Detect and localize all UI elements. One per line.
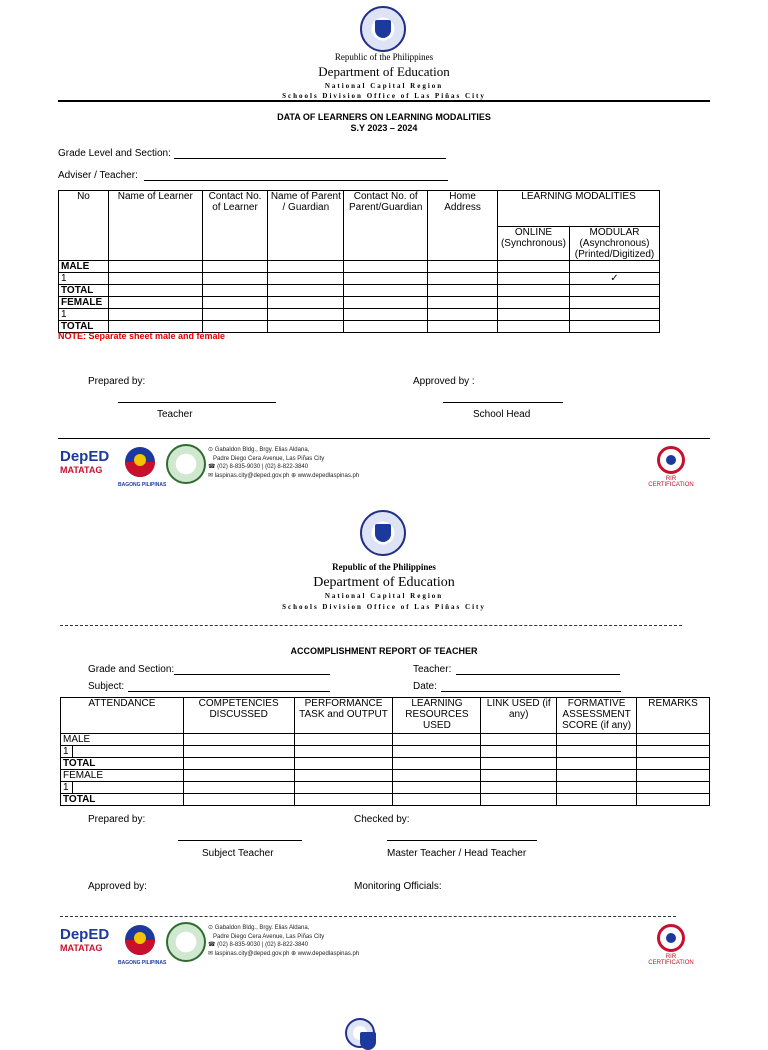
contact-block: ⊙ Gabaldon Bldg., Brgy. Elias Aldana, Padre Diego Cera Avenue, Las Piñas City ☎ (02) 8-835-9030 | (02) 8-822-3840 ✉ laspinas.city@deped.gov.ph ⊕ www.depedlaspinas.ph: [208, 447, 360, 479]
footer: [60, 442, 710, 492]
deped-seal-icon: [360, 510, 406, 556]
division-label: Schools Division Office of Las Piñas City: [282, 603, 486, 611]
footer-divider: [60, 916, 676, 917]
col-attendance: ATTENDANCE: [61, 698, 184, 734]
grade-section-field[interactable]: [174, 674, 330, 675]
school-head-label: School Head: [473, 409, 531, 420]
col-remarks: REMARKS: [637, 698, 710, 734]
teacher-signature-line[interactable]: [118, 402, 276, 403]
checked-by-label: Checked by:: [354, 814, 410, 825]
note-text: NOTE: Separate sheet male and female: [58, 331, 226, 341]
col-competencies: COMPETENCIES DISCUSSED: [183, 698, 294, 734]
col-modular: MODULAR (Asynchronous) (Printed/Digitized): [569, 227, 659, 261]
approved-by-label: Approved by:: [88, 881, 147, 892]
email-icon: ✉: [208, 472, 214, 479]
row-total: TOTAL: [61, 758, 184, 770]
rir-icon: [657, 446, 685, 474]
learners-table: [58, 190, 660, 333]
col-online: ONLINE (Synchronous): [498, 227, 570, 261]
department-label: Department of Education: [318, 64, 450, 79]
rir-icon: [657, 924, 685, 952]
rir-certification-logo: RIR CERTIFICATION: [646, 446, 696, 490]
bagong-pilipinas-icon: [120, 444, 160, 484]
republic-label: Republic of the Philippines: [334, 52, 434, 62]
region-label: National Capital Region: [324, 592, 444, 600]
row-one: 1: [61, 746, 184, 758]
col-contact-learner: Contact No. of Learner: [202, 191, 268, 261]
globe-icon: ⊕: [291, 950, 297, 957]
subject-teacher-label: Subject Teacher: [202, 848, 274, 859]
deped-matatag-logo: DepED MATATAG: [60, 926, 110, 953]
republic-label: Republic of the Philippines: [332, 562, 436, 572]
adviser-field[interactable]: [144, 180, 448, 181]
check-mark-icon: ✓: [569, 273, 659, 285]
col-formative: FORMATIVE ASSESSMENT SCORE (if any): [557, 698, 637, 734]
date-field[interactable]: [441, 691, 621, 692]
master-teacher-signature-line[interactable]: [387, 840, 537, 841]
phone-icon: ☎: [208, 464, 216, 470]
form1-title: DATA OF LEARNERS ON LEARNING MODALITIES: [277, 112, 491, 122]
location-icon: ⊙: [208, 447, 214, 453]
adviser-label: Adviser / Teacher:: [58, 170, 138, 181]
school-head-signature-line[interactable]: [443, 402, 563, 403]
subject-label: Subject:: [88, 681, 125, 692]
row-total: TOTAL: [59, 321, 109, 333]
row-one: 1: [61, 782, 184, 794]
col-parent: Name of Parent / Guardian: [268, 191, 344, 261]
master-teacher-label: Master Teacher / Head Teacher: [387, 848, 527, 859]
row-total: TOTAL: [59, 285, 109, 297]
grade-section-label: Grade and Section:: [88, 664, 175, 675]
col-learning-modalities: LEARNING MODALITIES: [498, 191, 660, 227]
subject-field[interactable]: [128, 691, 330, 692]
form2-title: ACCOMPLISHMENT REPORT OF TEACHER: [290, 646, 478, 656]
approved-by-label: Approved by :: [413, 376, 475, 387]
footer-divider: [58, 438, 710, 439]
col-performance: PERFORMANCE TASK and OUTPUT: [294, 698, 393, 734]
row-total: TOTAL: [61, 794, 184, 806]
footer: [60, 920, 710, 970]
contact-block: ⊙ Gabaldon Bldg., Brgy. Elias Aldana, Padre Diego Cera Avenue, Las Piñas City ☎ (02) 8-835-9030 | (02) 8-822-3840 ✉ laspinas.city@deped.gov.ph ⊕ www.depedlaspinas.ph: [208, 925, 360, 957]
accomplishment-table: [60, 697, 710, 806]
phone-icon: ☎: [208, 942, 216, 948]
col-link: LINK USED (if any): [481, 698, 557, 734]
row-one: 1: [59, 309, 109, 321]
deped-seal-icon: [360, 6, 406, 52]
teacher-label: Teacher: [157, 409, 193, 420]
teacher-field[interactable]: [456, 674, 620, 675]
bagong-pilipinas-label: BAGONG PILIPINAS: [118, 482, 167, 488]
row-one: 1: [59, 273, 109, 285]
col-resources: LEARNING RESOURCES USED: [393, 698, 481, 734]
form1-school-year: S.Y 2023 – 2024: [350, 123, 418, 133]
row-female: FEMALE: [61, 770, 184, 782]
prepared-by-label: Prepared by:: [88, 376, 146, 387]
subject-teacher-signature-line[interactable]: [178, 840, 302, 841]
date-label: Date:: [413, 681, 437, 692]
col-name-learner: Name of Learner: [108, 191, 202, 261]
globe-icon: ⊕: [291, 472, 297, 479]
row-male: MALE: [59, 261, 109, 273]
header-divider: [60, 625, 682, 626]
col-home-address: Home Address: [428, 191, 498, 261]
las-pinas-seal-icon: [166, 922, 206, 962]
grade-level-field[interactable]: [174, 158, 446, 159]
prepared-by-label: Prepared by:: [88, 814, 146, 825]
col-contact-parent: Contact No. of Parent/Guardian: [344, 191, 428, 261]
header-divider: [58, 100, 710, 102]
monitoring-officials-label: Monitoring Officials:: [354, 881, 442, 892]
teacher-label: Teacher:: [413, 664, 452, 675]
grade-level-label: Grade Level and Section:: [58, 148, 171, 159]
email-icon: ✉: [208, 950, 214, 957]
division-label: Schools Division Office of Las Piñas City: [282, 92, 486, 100]
deped-seal-icon: [345, 1018, 375, 1048]
deped-matatag-logo: DepED MATATAG: [60, 448, 110, 475]
bagong-pilipinas-label: BAGONG PILIPINAS: [118, 960, 167, 966]
location-icon: ⊙: [208, 925, 214, 931]
region-label: National Capital Region: [324, 82, 444, 90]
row-male: MALE: [61, 734, 184, 746]
department-label: Department of Education: [313, 575, 455, 590]
bagong-pilipinas-icon: [120, 922, 160, 962]
rir-certification-logo: RIR CERTIFICATION: [646, 924, 696, 968]
col-no: No: [59, 191, 109, 261]
row-female: FEMALE: [59, 297, 109, 309]
las-pinas-seal-icon: [166, 444, 206, 484]
